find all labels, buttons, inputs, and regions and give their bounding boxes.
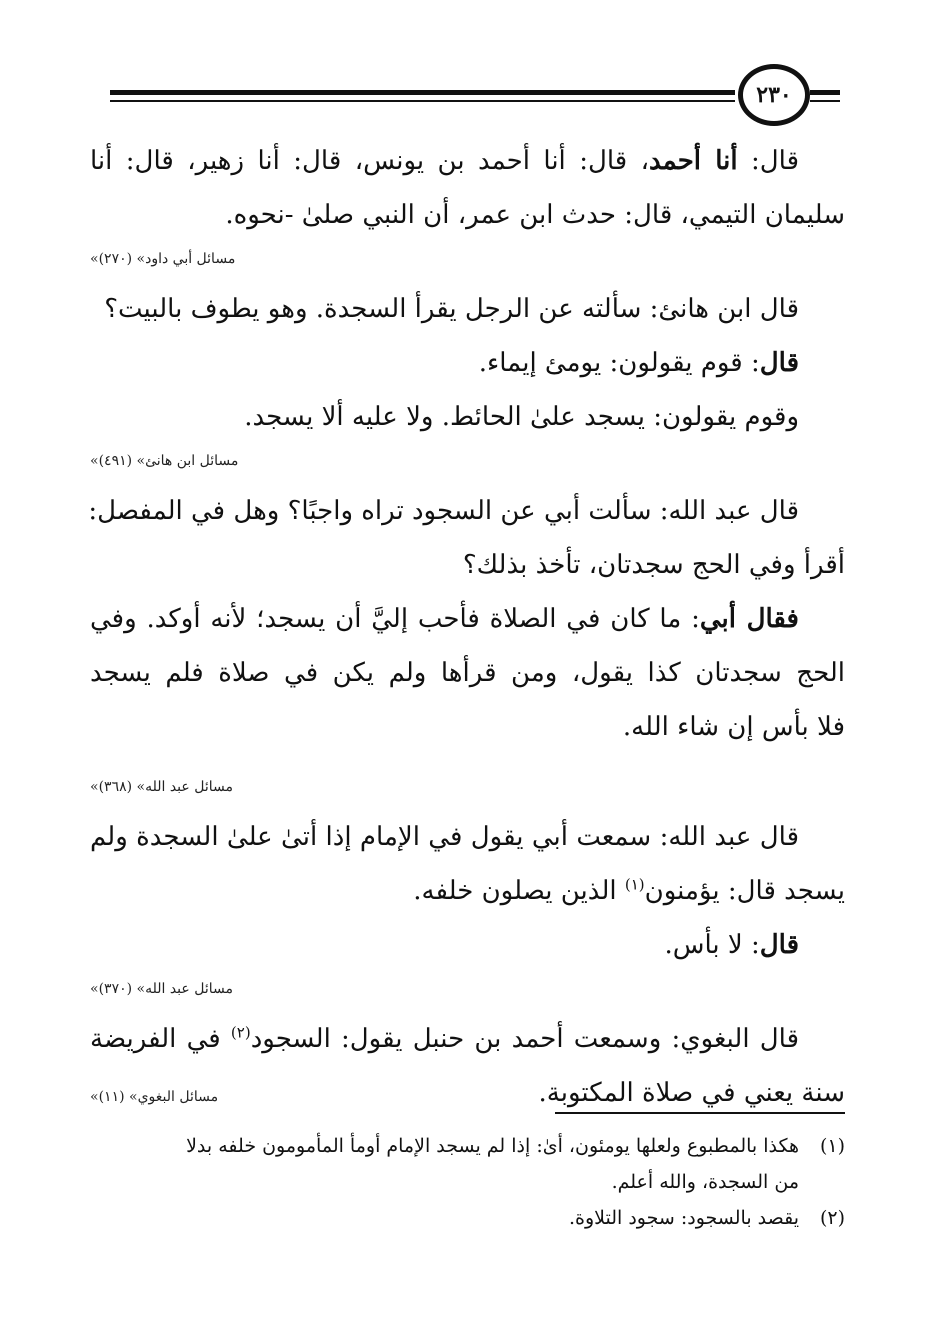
text-line: سليمان التيمي، قال: حدث ابن عمر، أن النبي صلىٰ -نحوه. [225, 200, 845, 230]
text-line: قال: لا بأس. [664, 930, 799, 960]
bold-term: قال [759, 930, 799, 960]
source-citation: «مسائل أبي داود» (٢٧٠) [90, 251, 236, 267]
footnote [96, 1200, 845, 1236]
text-line: الحج سجدتان كذا يقول، ومن قرأها ولم يكن في صلاة فلم يسجد [90, 658, 845, 688]
footnote-line: هكذا بالمطبوع ولعلها يومئون، أىٰ: إذا لم يسجد الإمام أومأ المأمومون خلفه بدلا [186, 1135, 799, 1157]
text-block [90, 484, 845, 800]
footnotes [96, 1128, 845, 1236]
source-citation: «مسائل البغوي» (١١) [90, 1089, 219, 1105]
text-line: أقرأ وفي الحج سجدتان، تأخذ بذلك؟ [462, 550, 845, 580]
footnote [96, 1128, 845, 1200]
text-line: قال البغوي: وسمعت أحمد بن حنبل يقول: السجود$^{(٢)}$ في الفريضة [90, 1023, 799, 1054]
main-text [90, 134, 845, 1120]
text-line: سنة يعني في صلاة المكتوبة. «مسائل البغوي» (١١) [90, 1078, 845, 1108]
footnote-ref[interactable]: (٢) [230, 1023, 251, 1042]
footnote-number: (١) [819, 1135, 845, 1157]
text-block [90, 1012, 845, 1120]
footnote-line: يقصد بالسجود: سجود التلاوة. [569, 1207, 799, 1229]
text-block [90, 282, 845, 474]
source-citation: «مسائل ابن هانئ» (٤٩١) [90, 453, 239, 469]
text-line: قال عبد الله: سألت أبي عن السجود تراه واجبًا؟ وهل في المفصل: [88, 496, 799, 526]
footnote-line: من السجدة، والله أعلم. [611, 1171, 799, 1193]
text-line: قال عبد الله: سمعت أبي يقول في الإمام إذا أتىٰ علىٰ السجدة ولم [90, 822, 799, 852]
bold-term: فقال أبي [699, 604, 799, 634]
text-block [90, 810, 845, 1002]
footnote-number: (٢) [819, 1207, 845, 1229]
header-rule [110, 100, 735, 102]
text-line: قال: قوم يقولون: يومئ إيماء. [478, 348, 799, 378]
text-line: قال ابن هانئ: سألته عن الرجل يقرأ السجدة. وهو يطوف بالبيت؟ [104, 294, 799, 324]
source-citation: «مسائل عبد الله» (٣٦٨) [90, 779, 233, 795]
header-rule [810, 100, 840, 102]
page-number: ٢٣٠ [738, 64, 810, 126]
text-line: وقوم يقولون: يسجد علىٰ الحائط. ولا عليه ألا يسجد. [244, 402, 799, 432]
text-line: يسجد قال: يؤمنون$^{(١)}$ الذين يصلون خلفه. [413, 875, 845, 906]
text-line: قال: أنا أحمد، قال: أنا أحمد بن يونس، قال: أنا زهير، قال: أنا [90, 146, 799, 176]
text-line: فقال أبي: ما كان في الصلاة فأحب إليَّ أن يسجد؛ لأنه أوكد. وفي [90, 604, 799, 634]
source-citation: «مسائل عبد الله» (٣٧٠) [90, 981, 233, 997]
bold-term: قال [759, 348, 799, 378]
header-rule [810, 90, 840, 95]
header-rule [110, 90, 735, 95]
text-line: فلا بأس إن شاء الله. [622, 712, 845, 742]
text-block [90, 134, 845, 272]
bold-term: أنا أحمد [649, 146, 738, 176]
footnote-ref[interactable]: (١) [624, 875, 645, 894]
footnote-divider [555, 1112, 845, 1114]
